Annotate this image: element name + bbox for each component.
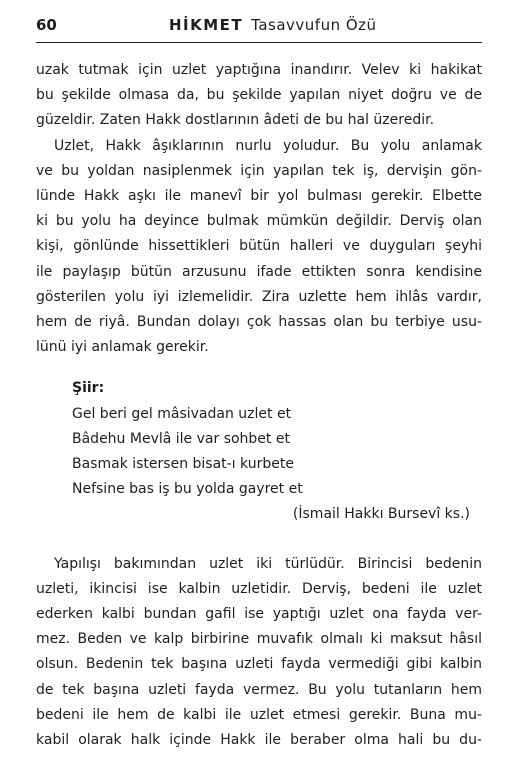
paragraph-2 <box>36 134 482 361</box>
chapter-title: Tasavvufun Özü <box>251 16 377 34</box>
poem-block <box>72 376 482 527</box>
text-line: lünü iyi anlamak gerekir. <box>36 339 209 356</box>
page-number: 60 <box>36 16 57 34</box>
paragraph-3 <box>36 552 482 754</box>
poem-verse: Bâdehu Mevlâ ile var sohbet et <box>72 430 290 447</box>
text-line: ve bu yoldan nasiplenmek için yapılan tek iş, dervişin gön- <box>36 162 482 179</box>
poem-verse: Nefsine bas iş bu yolda gayret et <box>72 481 303 498</box>
text-line: hem de riyâ. Bundan dolayı çok hassas olan bu terbiye usu- <box>36 314 482 331</box>
poem-attribution: (İsmail Hakkı Bursevî ks.) <box>292 506 470 523</box>
text-line: uzleti, ikincisi ise kalbin uzletidir. Derviş, bedeni ile uzlet <box>36 580 482 597</box>
text-line: lünde Hakk aşkı ile manevî bir yol bulması gerekir. Elbette <box>36 188 482 205</box>
poem-title: Şiir: <box>72 380 105 397</box>
text-line: kişi, gönlünde hissettikleri bütün halleri ve duyguları şeyhi <box>36 238 482 255</box>
text-line: ederken kalbi bundan gafil ise yaptığı uzlet ona fayda ver- <box>36 606 482 623</box>
text-line: bedeni ile hem de kalbi ile uzlet etmesi gerekir. Buna mu- <box>36 706 482 723</box>
text-line: ki bu yolu ha deyince bulmak mümkün değildir. Derviş olan <box>36 213 482 230</box>
book-title: HİKMET <box>169 16 244 34</box>
running-header <box>36 14 482 43</box>
poem-verse: Basmak istersen bisat-ı kurbete <box>72 456 294 473</box>
running-title <box>169 16 377 34</box>
text-line: uzak tutmak için uzlet yaptığına inandırır. Velev ki hakikat <box>36 62 482 78</box>
text-line: kabil olarak halk içinde Hakk ile beraber olma hali bu du- <box>36 732 482 749</box>
text-line: ile paylaşıp bütün arzusunu ifade ettikten sonra kendisine <box>36 263 482 280</box>
text-line: bu şekilde olmasa da, bu şekilde yapılan niyet doğru ve de <box>36 87 482 104</box>
paragraph-1 <box>36 58 482 134</box>
text-line: Uzlet, Hakk âşıklarının nurlu yoludur. Bu yolu anlamak <box>54 137 482 154</box>
text-line: gösterilen yolu iyi izlemelidir. Zira uzlette hem ihlâs vardır, <box>36 288 482 305</box>
text-line: güzeldir. Zaten Hakk dostlarının âdeti de bu hal üzeredir. <box>36 112 435 129</box>
text-line: de tek başına uzleti fayda vermez. Bu yolu tutanların hem <box>36 681 482 698</box>
spacer <box>36 528 482 552</box>
text-line: mez. Beden ve kalp birbirine muvafık olmalı ki maksut hâsıl <box>36 631 482 648</box>
poem-verse: Gel beri gel mâsivadan uzlet et <box>72 405 292 422</box>
page-body <box>36 58 482 753</box>
text-line: olsun. Bedenin tek başına uzleti fayda vermediği gibi kalbin <box>36 656 482 673</box>
text-line: Yapılışı bakımından uzlet iki türlüdür. Birincisi bedenin <box>54 555 482 572</box>
